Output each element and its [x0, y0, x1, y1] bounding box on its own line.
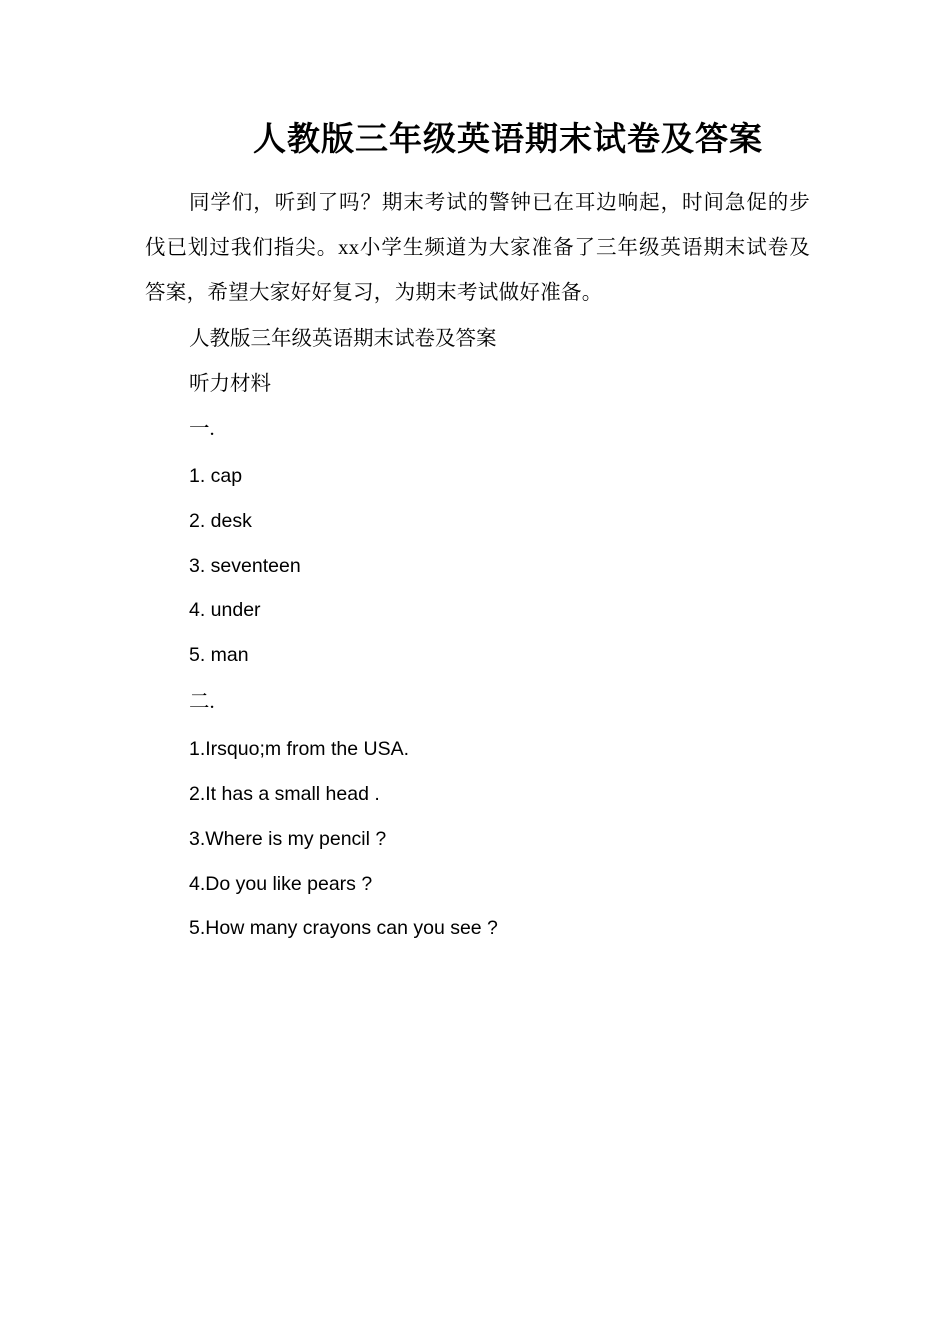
part2-item: 5.How many crayons can you see ? — [189, 917, 498, 939]
intro-paragraph: 同学们，听到了吗？期末考试的警钟已在耳边响起，时间急促的步伐已划过我们指尖。xx小学生频道为大家准备了三年级英语期末试卷及答案，希望大家好好复习，为期末考试做好准备。 — [145, 192, 810, 304]
part2-item: 2.It has a small head . — [189, 783, 380, 805]
part1-item: 4. under — [189, 599, 261, 621]
part1-item: 3. seventeen — [189, 555, 301, 577]
part1-item: 5. man — [189, 644, 249, 666]
document-title: 人教版三年级英语期末试卷及答案 — [253, 122, 763, 158]
part2-item: 4.Do you like pears ? — [189, 873, 373, 895]
part2-item: 3.Where is my pencil ? — [189, 828, 387, 850]
subtitle: 人教版三年级英语期末试卷及答案 — [189, 328, 497, 350]
section-heading: 听力材料 — [189, 373, 271, 395]
part1-item: 2. desk — [189, 510, 252, 532]
part2-item: 1.Irsquo;m from the USA. — [189, 738, 409, 760]
part1-label: 一. — [189, 418, 215, 440]
part2-label: 二. — [189, 691, 215, 713]
part1-item: 1. cap — [189, 465, 243, 487]
